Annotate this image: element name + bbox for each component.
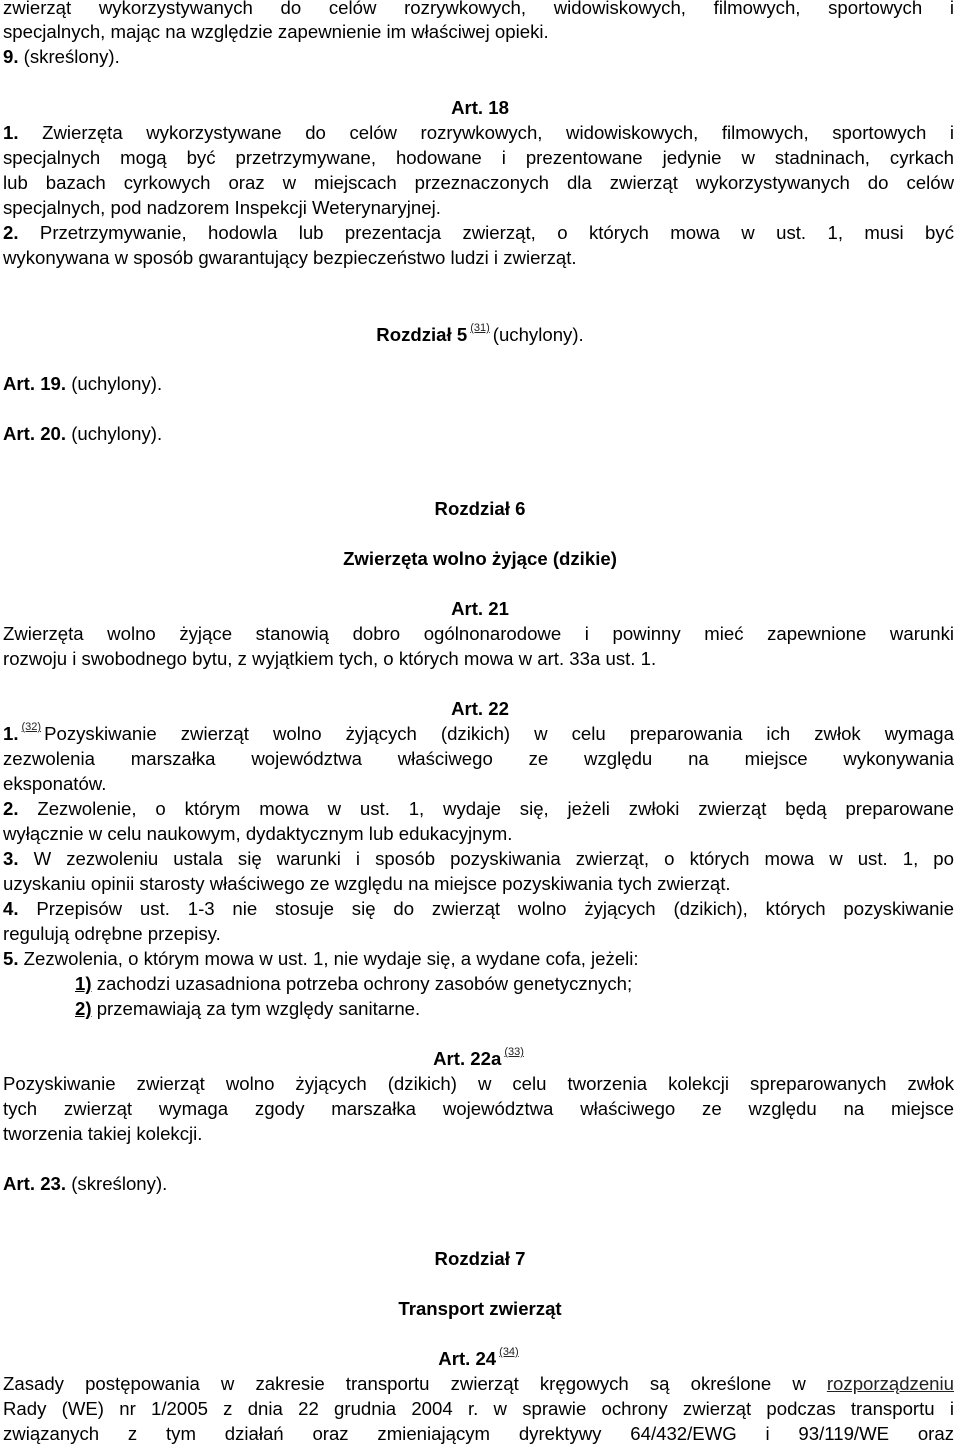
text-line: 2. Przetrzymywanie, hodowla lub prezentacja zwierząt, o których mowa w ust. 1, musi być (3, 222, 954, 243)
article-heading: Art. 19. (uchylony). (3, 373, 163, 394)
chapter-heading: Rozdział 7 (434, 1248, 526, 1269)
footnote-link[interactable]: (34) (499, 1346, 519, 1358)
article-heading: Art. 23. (skreślony). (3, 1173, 168, 1194)
text-line: rozwoju i swobodnego bytu, z wyjątkiem tych, o których mowa w art. 33a ust. 1. (3, 648, 657, 669)
text-line: wykonywana w sposób gwarantujący bezpieczeństwo ludzi i zwierząt. (3, 247, 577, 268)
text-line: Pozyskiwanie zwierząt wolno żyjących (dzikich) w celu tworzenia kolekcji spreparowanych zwłok (3, 1073, 954, 1094)
list-item: 1) zachodzi uzasadniona potrzeba ochrony zasobów genetycznych; (75, 973, 633, 994)
paragraph-9: 9. (skreślony). (3, 46, 120, 67)
footnote-link[interactable]: (31) (470, 322, 490, 334)
article-heading: Art. 21 (451, 598, 509, 619)
text-line: wyłącznie w celu naukowym, dydaktycznym lub edukacyjnym. (3, 823, 513, 844)
chapter-title: Zwierzęta wolno żyjące (dzikie) (343, 548, 617, 569)
list-item: 2) przemawiają za tym względy sanitarne. (75, 998, 421, 1019)
text-line: zezwolenia marszałka województwa właściwego ze względu na miejsce wykonywania (3, 748, 954, 769)
chapter-title: Transport zwierząt (398, 1298, 562, 1319)
text-line: 4. Przepisów ust. 1-3 nie stosuje się do zwierząt wolno żyjących (dzikich), których pozyskiwanie (3, 898, 954, 919)
article-heading: Art. 22 (451, 698, 509, 719)
text-line: 5. Zezwolenia, o którym mowa w ust. 1, nie wydaje się, a wydane cofa, jeżeli: (3, 948, 639, 969)
text-line: eksponatów. (3, 773, 107, 794)
text-line: tworzenia takiej kolekcji. (3, 1123, 203, 1144)
text-line: 2. Zezwolenie, o którym mowa w ust. 1, wydaje się, jeżeli zwłoki zwierząt będą preparowane (3, 798, 954, 819)
text-line: specjalnych mogą być przetrzymywane, hodowane i prezentowane jedynie w stadninach, cyrkach (3, 147, 954, 168)
footnote-link[interactable]: (32) (21, 721, 42, 733)
text-line: związanych z tym działań oraz zmieniającym dyrektywy 64/432/EWG i 93/119/WE oraz (3, 1423, 954, 1444)
text-line: lub bazach cyrkowych oraz w miejscach przeznaczonych dla zwierząt wykorzystywanych do celów (3, 172, 954, 193)
article-heading: Art. 22a $^{(33)}$ (433, 1046, 524, 1069)
text-line: zwierząt wykorzystywanych do celów rozrywkowych, widowiskowych, filmowych, sportowych i (3, 0, 954, 18)
text-line: 1. $^{(32)}$ Pozyskiwanie zwierząt wolno żyjących (dzikich) w celu preparowania ich zwłok wymaga (3, 721, 954, 744)
text-line: uzyskaniu opinii starosty właściwego ze względu na miejsce pozyskiwania tych zwierząt. (3, 873, 731, 894)
text-line: tych zwierząt wymaga zgody marszałka województwa właściwego ze względu na miejsce (3, 1098, 954, 1119)
text-line: 1. Zwierzęta wykorzystywane do celów rozrywkowych, widowiskowych, filmowych, sportowych i (3, 122, 954, 143)
chapter-heading: Rozdział 6 (434, 498, 526, 519)
chapter-heading: Rozdział 5 $^{(31)}$ (uchylony). (376, 322, 584, 345)
article-heading: Art. 24 $^{(34)}$ (438, 1346, 519, 1369)
regulation-link[interactable]: rozporządzeniu (826, 1373, 954, 1394)
text-line: Zasady postępowania w zakresie transportu zwierząt kręgowych są określone w rozporządzeniu (3, 1373, 954, 1394)
text-line: specjalnych, pod nadzorem Inspekcji Weterynaryjnej. (3, 197, 441, 218)
text-line: specjalnych, mając na względzie zapewnienie im właściwej opieki. (3, 21, 549, 42)
article-heading: Art. 18 (451, 97, 509, 118)
text-line: regulują odrębne przepisy. (3, 923, 221, 944)
footnote-link[interactable]: (33) (504, 1046, 524, 1058)
text-line: Zwierzęta wolno żyjące stanowią dobro ogólnonarodowe i powinny mieć zapewnione warunki (3, 623, 954, 644)
text-line: 3. W zezwoleniu ustala się warunki i sposób pozyskiwania zwierząt, o których mowa w ust. 1, po (3, 848, 954, 869)
article-heading: Art. 20. (uchylony). (3, 423, 163, 444)
text-line: Rady (WE) nr 1/2005 z dnia 22 grudnia 2004 r. w sprawie ochrony zwierząt podczas transportu i (3, 1398, 954, 1419)
